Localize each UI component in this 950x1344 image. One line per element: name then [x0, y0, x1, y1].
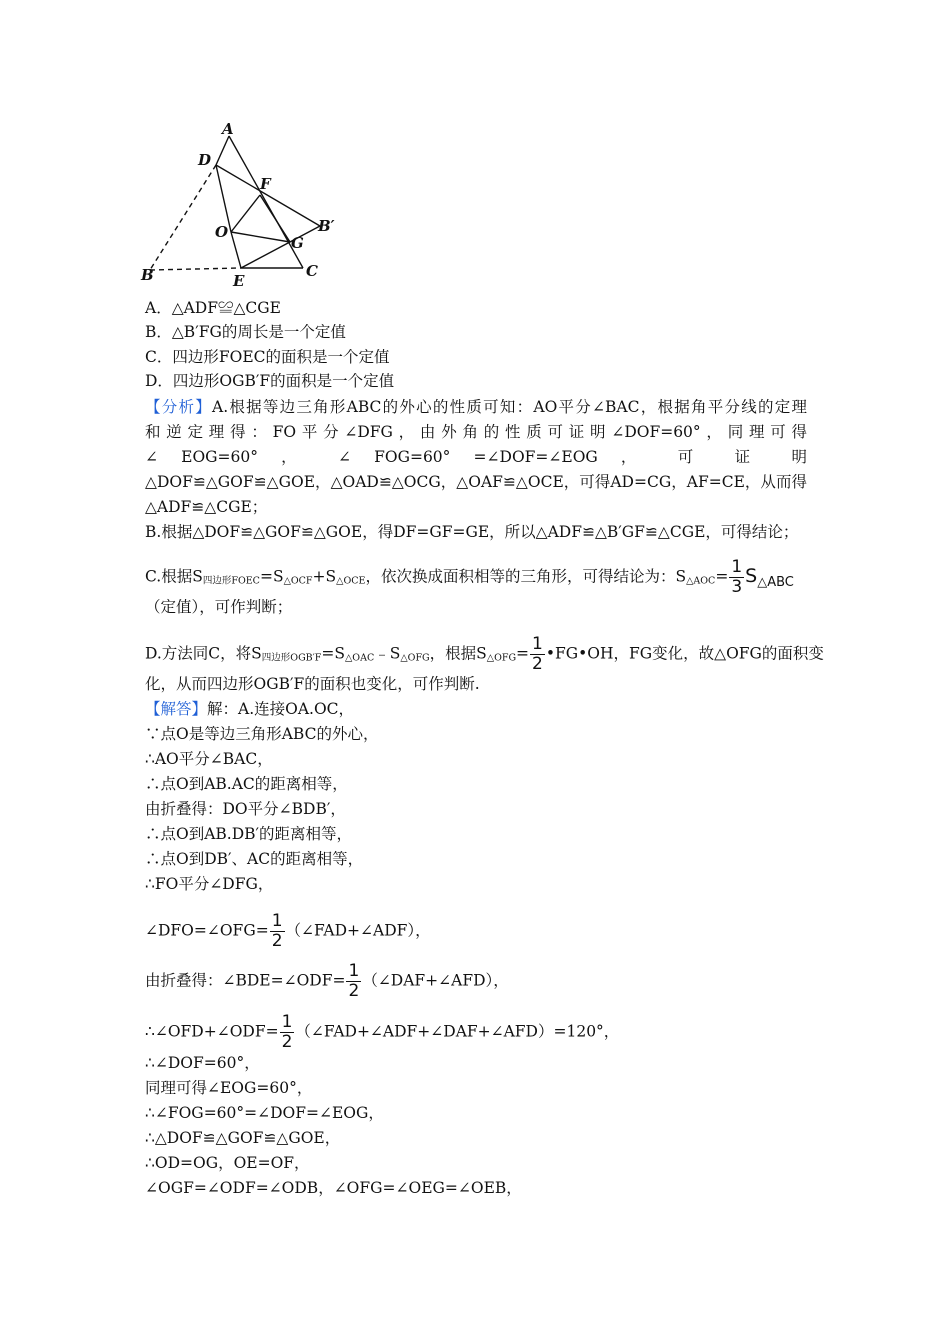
label-c: C: [306, 262, 318, 280]
label-b: B: [141, 266, 154, 284]
analysis-d-line-2: 化，从而四边形OGB′F的面积也变化，可作判断.: [145, 675, 480, 693]
segment-oe: [231, 232, 241, 268]
analysis-b: B.根据△DOF≌△GOF≌△GOE，得DF=GF=GE，所以△ADF≌△B′GF≌△CGE，可得结论；: [145, 523, 799, 541]
option-b: B．△B′FG的周长是一个定值: [145, 323, 346, 341]
label-a: A: [222, 120, 234, 138]
solution-line: ∴点O到AB.DB′的距离相等，: [145, 825, 353, 843]
segment-fg: [260, 195, 290, 242]
label-e: E: [233, 272, 245, 290]
label-o: O: [215, 223, 229, 241]
label-d: D: [198, 151, 212, 169]
solution-line: ∴∠DOF=60°，: [145, 1054, 260, 1072]
analysis-c: C.根据$S_{四边形FOEC}=S_{\triangle OCF}+S_{\triangle OCE}$，依次换成面积相等的三角形，可得结论为：$S_{\triangle AOC}=$ $\frac{1}{3}$ $S_{\triangle ABC}$: [145, 557, 794, 597]
solution-line: ∴∠FOG=60°=∠DOF=∠EOG，: [145, 1104, 384, 1122]
label-g: G: [291, 234, 304, 252]
fraction-one-third: $\frac{1}{3}$: [731, 557, 743, 597]
option-c: C．四边形FOEC的面积是一个定值: [145, 348, 390, 366]
segment-fo: [231, 195, 260, 232]
analysis-c-line-2: （定值），可作判断；: [145, 598, 293, 616]
solution-line: 同理可得∠EOG=60°，: [145, 1079, 313, 1097]
triangle-figure: [138, 118, 348, 293]
fraction-one-half: $\frac{1}{2}$: [532, 634, 543, 674]
fraction-one-half: $\frac{1}{2}$: [271, 911, 283, 951]
solution-line: ∴AO平分∠BAC，: [145, 750, 273, 768]
segment-do: [216, 165, 231, 232]
solution-line: ∵点O是等边三角形ABC的外心，: [145, 725, 379, 743]
analysis-line-5: △ADF≌△CGE；: [145, 498, 268, 516]
solution-equation-3: ∴∠OFD+∠ODF= $\frac{1}{2}$ （∠FAD+∠ADF+∠DAF+∠AFD）=120°，: [145, 1012, 620, 1052]
fraction-one-half: $\frac{1}{2}$: [281, 1012, 293, 1052]
segment-og: [231, 232, 290, 242]
solution-line: ∴点O到AB.AC的距离相等，: [145, 775, 348, 793]
analysis-line-2: 和逆定理得：FO平分∠DFG，由外角的性质可证明∠DOF=60°，同理可得: [145, 423, 807, 441]
option-a: A．△ADF≌△CGE: [145, 299, 281, 317]
solution-line: ∴OD=OG，OE=OF，: [145, 1154, 310, 1172]
option-d: D．四边形OGB′F的面积是一个定值: [145, 372, 395, 390]
solution-line: ∴△DOF≌△GOF≌△GOE，: [145, 1129, 341, 1147]
solution-line: ∴FO平分∠DFG，: [145, 875, 274, 893]
solution-equation-2: 由折叠得：∠BDE=∠ODF= $\frac{1}{2}$ （∠DAF+∠AFD），: [145, 961, 509, 1001]
solution-tag: 【解答】: [145, 700, 208, 718]
analysis-line-1: 【分析】A.根据等边三角形ABC的外心的性质可知：AO平分∠BAC，根据角平分线的定理: [145, 398, 807, 416]
solution-intro: 【解答】解：A.连接OA.OC，: [145, 700, 355, 718]
label-f: F: [260, 175, 271, 193]
label-b-prime: B′: [318, 217, 335, 235]
dashed-db: [150, 165, 216, 270]
side-ad: [216, 136, 229, 165]
dashed-be: [150, 268, 241, 270]
analysis-d: D.方法同C，将$S_{四边形OGB'F}=S_{\triangle OAC}﹣S_{\triangle OFG}$，根据$S_{\triangle OFG}=$ $\frac{1}{2}$ •FG•OH，FG变化，故△OFG的面积变: [145, 634, 824, 674]
solution-line: 由折叠得：DO平分∠BDB′，: [145, 800, 346, 818]
solution-line: ∠OGF=∠ODF=∠ODB，∠OFG=∠OEG=∠OEB，: [145, 1179, 522, 1197]
analysis-line-3: ∠ EOG=60° ， ∠ FOG=60° =∠DOF=∠EOG ， 可 证 明: [145, 448, 807, 466]
analysis-tag: 【分析】: [145, 398, 213, 416]
solution-equation-1: ∠DFO=∠OFG= $\frac{1}{2}$ （∠FAD+∠ADF），: [145, 911, 431, 951]
fraction-one-half: $\frac{1}{2}$: [348, 961, 360, 1001]
analysis-line-4: △DOF≌△GOF≌△GOE，△OAD≌△OCG，△OAF≌△OCE，可得AD=CG，AF=CE，从而得: [145, 473, 807, 491]
solution-line: ∴点O到DB′、AC的距离相等，: [145, 850, 364, 868]
